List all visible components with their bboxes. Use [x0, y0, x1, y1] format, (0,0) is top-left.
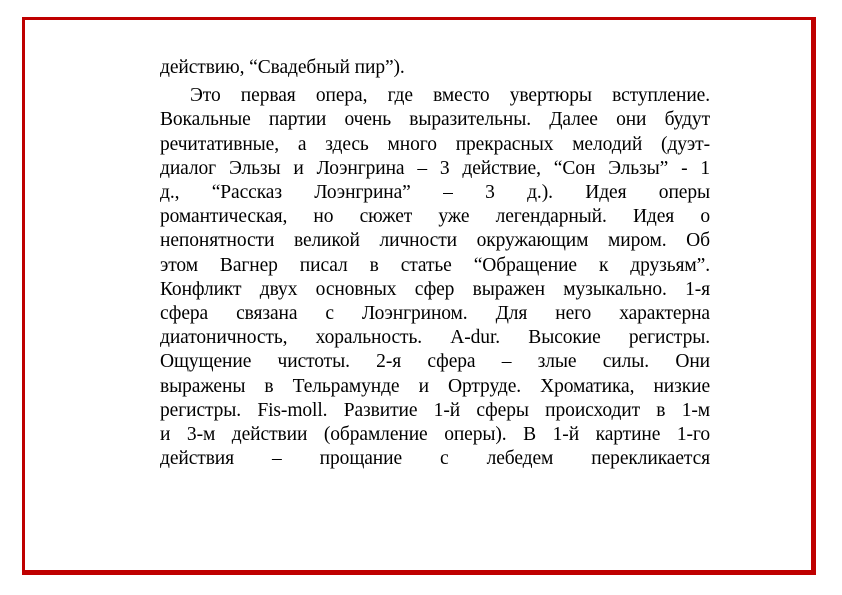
continuation-line: действию, “Свадебный пир”).	[160, 57, 405, 78]
paragraph-line: Вокальные партии очень выразительны. Далее они будут	[160, 109, 710, 131]
paragraph-line: Это первая опера, где вместо увертюры вступление.	[190, 85, 710, 107]
paragraph-line: диатоничность, хоральность. A-dur. Высокие регистры.	[160, 327, 710, 349]
paragraph-line: и 3-м действии (обрамление оперы). В 1-й картине 1-го	[160, 424, 710, 446]
paragraph-line: выражены в Тельрамунде и Ортруде. Хроматика, низкие	[160, 375, 710, 397]
main-paragraph	[160, 84, 710, 471]
paragraph-line: диалог Эльзы и Лоэнгрина – 3 действие, “Сон Эльзы” - 1	[160, 157, 710, 179]
paragraph-line: Конфликт двух основных сфер выражен музыкально. 1-я	[160, 278, 710, 300]
paragraph-line: непонятности великой личности окружающим миром. Об	[160, 230, 710, 252]
paragraph-line: сфера связана с Лоэнгрином. Для него характерна	[160, 303, 710, 325]
paragraph-line: регистры. Fis-moll. Развитие 1-й сферы происходит в 1-м	[160, 399, 710, 421]
paragraph-line: романтическая, но сюжет уже легендарный. Идея о	[160, 206, 710, 228]
paragraph-line: действия – прощание с лебедем перекликается	[160, 448, 710, 470]
paragraph-line: Ощущение чистоты. 2-я сфера – злые силы. Они	[160, 351, 710, 373]
paragraph-line: этом Вагнер писал в статье “Обращение к друзьям”.	[160, 254, 710, 276]
paragraph-line: речитативные, а здесь много прекрасных мелодий (дуэт-	[160, 133, 710, 155]
paragraph-line: д., “Рассказ Лоэнгрина” – 3 д.). Идея оперы	[160, 182, 710, 204]
document-body	[160, 56, 710, 471]
